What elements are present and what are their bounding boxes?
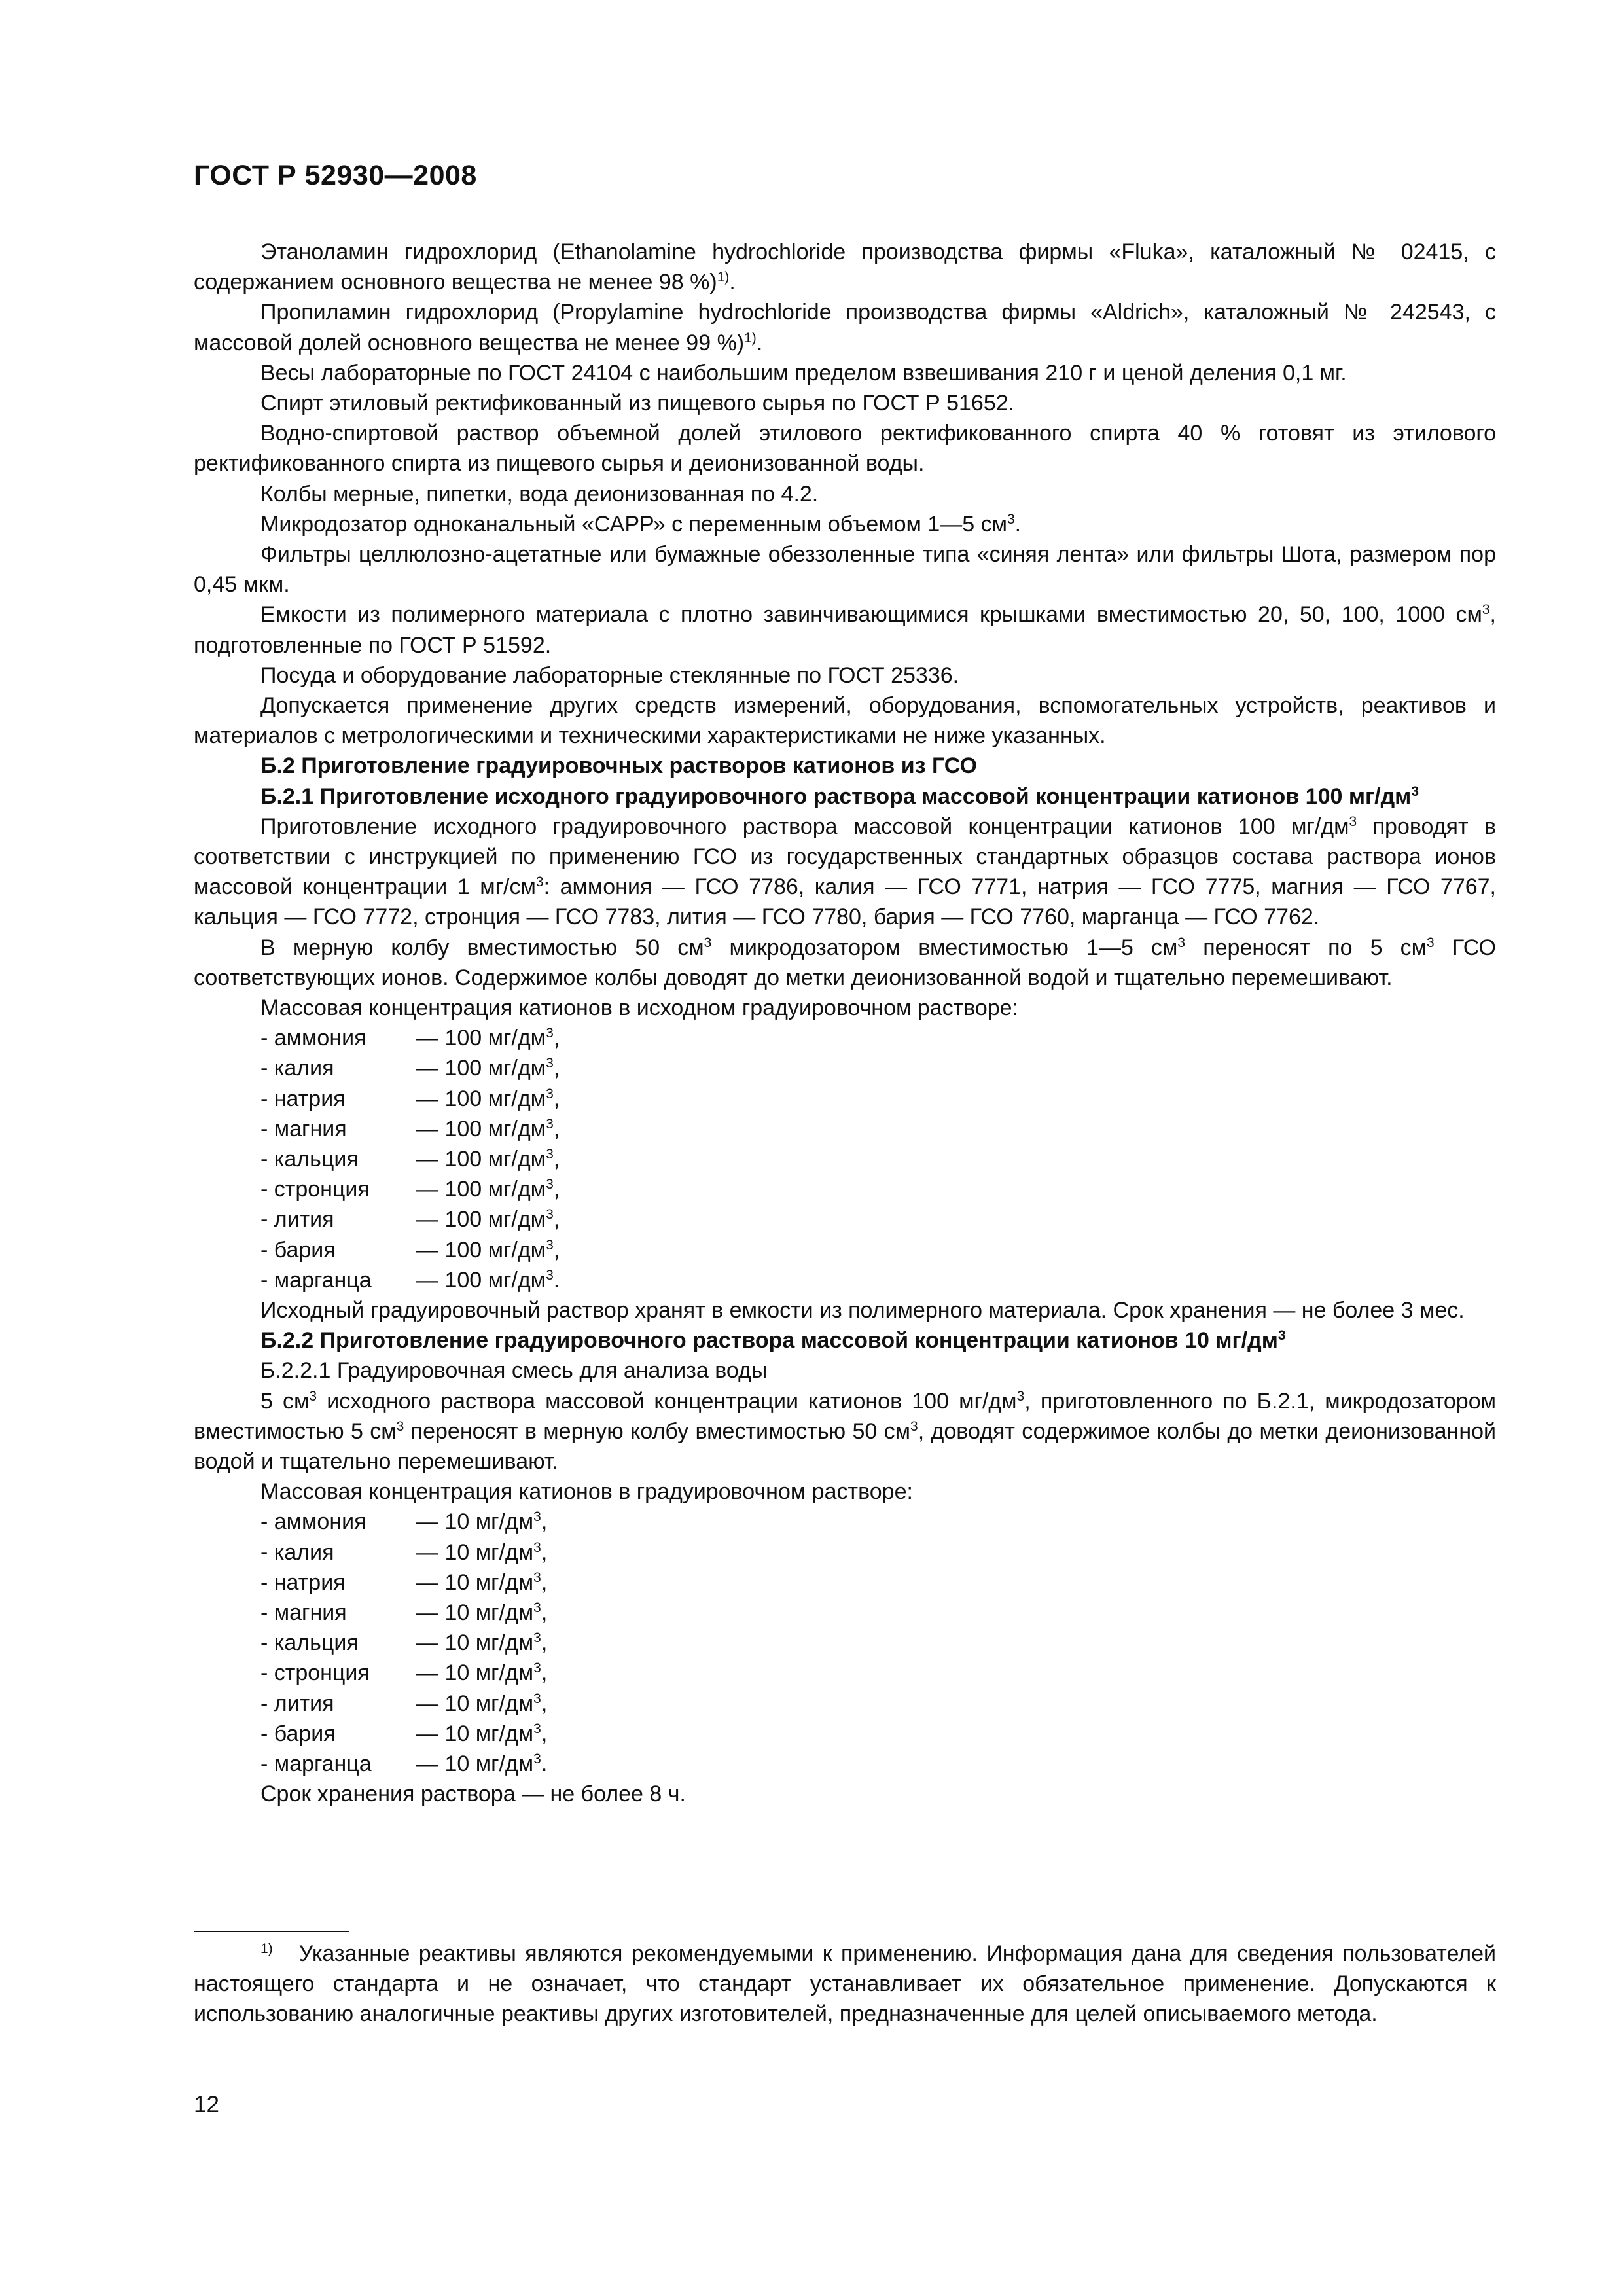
list-item: - стронция — 100 $мг/дм^3$,: [260, 1177, 560, 1202]
paragraph-scales: Весы лабораторные по ГОСТ 24104 с наибольшим пределом взвешивания 210 г и ценой деления 0,1 мг.: [260, 360, 1347, 386]
paragraph-b21-preparation: Приготовление исходного градуировочного раствора массовой концентрации катионов 100 $мг/дм^3$ проводят в соответствии с инструкцией по применению ГСО из государственных стандартных образцов состава раствора ионов массовой концентрации 1 $мг/см^3$: аммония — ГСО 7786, калия — ГСО 7771, натрия — ГСО 7775, магния — ГСО 7767, кальция — ГСО 7772, стронция — ГСО 7783, лития — ГСО 7780, бария — ГСО 7760, марганца — ГСО 7762.: [194, 814, 1496, 930]
footnote-text: Указанные реактивы являются рекомендуемыми к применению. Информация дана для сведения пользователей настоящего стандарта и не означает, что стандарт устанавливает их обязательное применение. Допускаются к использованию аналогичные реактивы других изготовителей, предназначенные для целей описываемого метода.: [194, 1941, 1496, 2027]
paragraph-b21-storage: Исходный градуировочный раствор хранят в емкости из полимерного материала. Срок хранения — не более 3 мес.: [260, 1297, 1465, 1323]
list-item: - лития — 100 $мг/дм^3$,: [260, 1207, 560, 1232]
paragraph-water-alcohol: Водно-спиртовой раствор объемной долей этилового ректификованного спирта 40 % готовят из этилового ректификованного спирта из пищевого сырья и деионизованной воды.: [194, 421, 1496, 476]
subsection-heading-b221: Б.2.2.1 Градуировочная смесь для анализа воды: [260, 1358, 768, 1384]
paragraph-ethanolamine: Этаноламин гидрохлорид (Ethanolamine hydrochloride производства фирмы «Fluka», каталожный № 02415, с содержанием основного вещества не менее 98 %)$^{1)}$.: [194, 240, 1496, 295]
footnote: [194, 1939, 1496, 2030]
list-item: - марганца — 10 $мг/дм^3$.: [260, 1751, 548, 1776]
list-item: - аммония — 10 $мг/дм^3$,: [260, 1509, 548, 1535]
footnote-divider: [194, 1931, 349, 1932]
document-header: ГОСТ Р 52930—2008: [194, 160, 477, 191]
list-intro-100: Массовая концентрация катионов в исходном градуировочном растворе:: [260, 996, 1019, 1021]
page-number: 12: [194, 2092, 219, 2117]
list-item: - бария — 10 $мг/дм^3$,: [260, 1721, 548, 1746]
paragraph-b21-procedure: В мерную колбу вместимостью 50 $см^3$ микродозатором вместимостью 1—5 $см^3$ переносят по 5 $см^3$ ГСО соответствующих ионов. Содержимое колбы доводят до метки деионизованной водой и тщательно перемешивают.: [194, 935, 1497, 990]
list-item: - аммония — 100 $мг/дм^3$,: [260, 1026, 560, 1051]
paragraph-alternatives: Допускается применение других средств измерений, оборудования, вспомогательных устройств, реактивов и материалов с метрологическими и техническими характеристиками не ниже указанных.: [194, 693, 1496, 749]
list-item: - натрия — 10 $мг/дм^3$,: [260, 1570, 548, 1595]
paragraph-microdispenser: Микродозатор одноканальный «САРР» с переменным объемом 1—5 $см^3$.: [260, 511, 1022, 537]
paragraph-filters: Фильтры целлюлозно-ацетатные или бумажные обеззоленные типа «синяя лента» или фильтры Шота, размером пор 0,45 мкм.: [194, 542, 1496, 598]
paragraph-glassware: Посуда и оборудование лабораторные стеклянные по ГОСТ 25336.: [260, 662, 959, 688]
list-item: - натрия — 100 $мг/дм^3$,: [260, 1086, 560, 1111]
list-item: - кальция — 100 $мг/дм^3$,: [260, 1147, 560, 1172]
list-item: - кальция — 10 $мг/дм^3$,: [260, 1630, 548, 1656]
paragraph-ethanol: Спирт этиловый ректификованный из пищевого сырья по ГОСТ Р 51652.: [260, 391, 1015, 416]
concentration-list-100: [194, 1023, 1496, 1295]
list-item: - калия — 100 $мг/дм^3$,: [260, 1056, 560, 1081]
list-item: - калия — 10 $мг/дм^3$,: [260, 1539, 548, 1565]
paragraph-b221-storage: Срок хранения раствора — не более 8 ч.: [260, 1782, 686, 1807]
paragraph-b221-procedure: 5 $см^3$ исходного раствора массовой концентрации катионов 100 $мг/дм^3$, приготовленного по Б.2.1, микродозатором вместимостью 5 $см^3$ переносят в мерную колбу вместимостью 50 $см^3$, доводят содержимое колбы до метки деионизованной водой и тщательно перемешивают.: [194, 1388, 1497, 1474]
list-item: - стронция — 10 $мг/дм^3$,: [260, 1660, 548, 1686]
list-item: - бария — 100 $мг/дм^3$,: [260, 1237, 560, 1263]
paragraph-propylamine: Пропиламин гидрохлорид (Propylamine hydrochloride производства фирмы «Aldrich», каталожный № 242543, с массовой долей основного вещества не менее 99 %)$^{1)}$.: [194, 300, 1496, 355]
document-body: [194, 237, 1496, 1809]
list-item: - магния — 100 $мг/дм^3$,: [260, 1116, 560, 1141]
list-item: - магния — 10 $мг/дм^3$,: [260, 1600, 548, 1625]
list-intro-10: Массовая концентрация катионов в градуировочном растворе:: [260, 1479, 913, 1505]
paragraph-containers: Емкости из полимерного материала с плотно завинчивающимися крышками вместимостью 20, 50, 100, 1000 $см^3$, подготовленные по ГОСТ Р 51592.: [194, 602, 1496, 658]
list-item: - лития — 10 $мг/дм^3$,: [260, 1691, 548, 1716]
section-heading-b2: Б.2 Приготовление градуировочных растворов катионов из ГСО: [260, 753, 977, 779]
concentration-list-10: [194, 1507, 1496, 1779]
footnote-mark: 1): [260, 1941, 273, 1956]
list-item: - марганца — 100 $мг/дм^3$.: [260, 1267, 560, 1293]
section-heading-b21: Б.2.1 Приготовление исходного градуировочного раствора массовой концентрации катионов 100 $мг/дм^3$: [260, 783, 1419, 809]
section-heading-b22: Б.2.2 Приготовление градуировочного раствора массовой концентрации катионов 10 $мг/дм^3$: [260, 1328, 1286, 1354]
paragraph-flasks: Колбы мерные, пипетки, вода деионизованная по 4.2.: [260, 481, 819, 507]
